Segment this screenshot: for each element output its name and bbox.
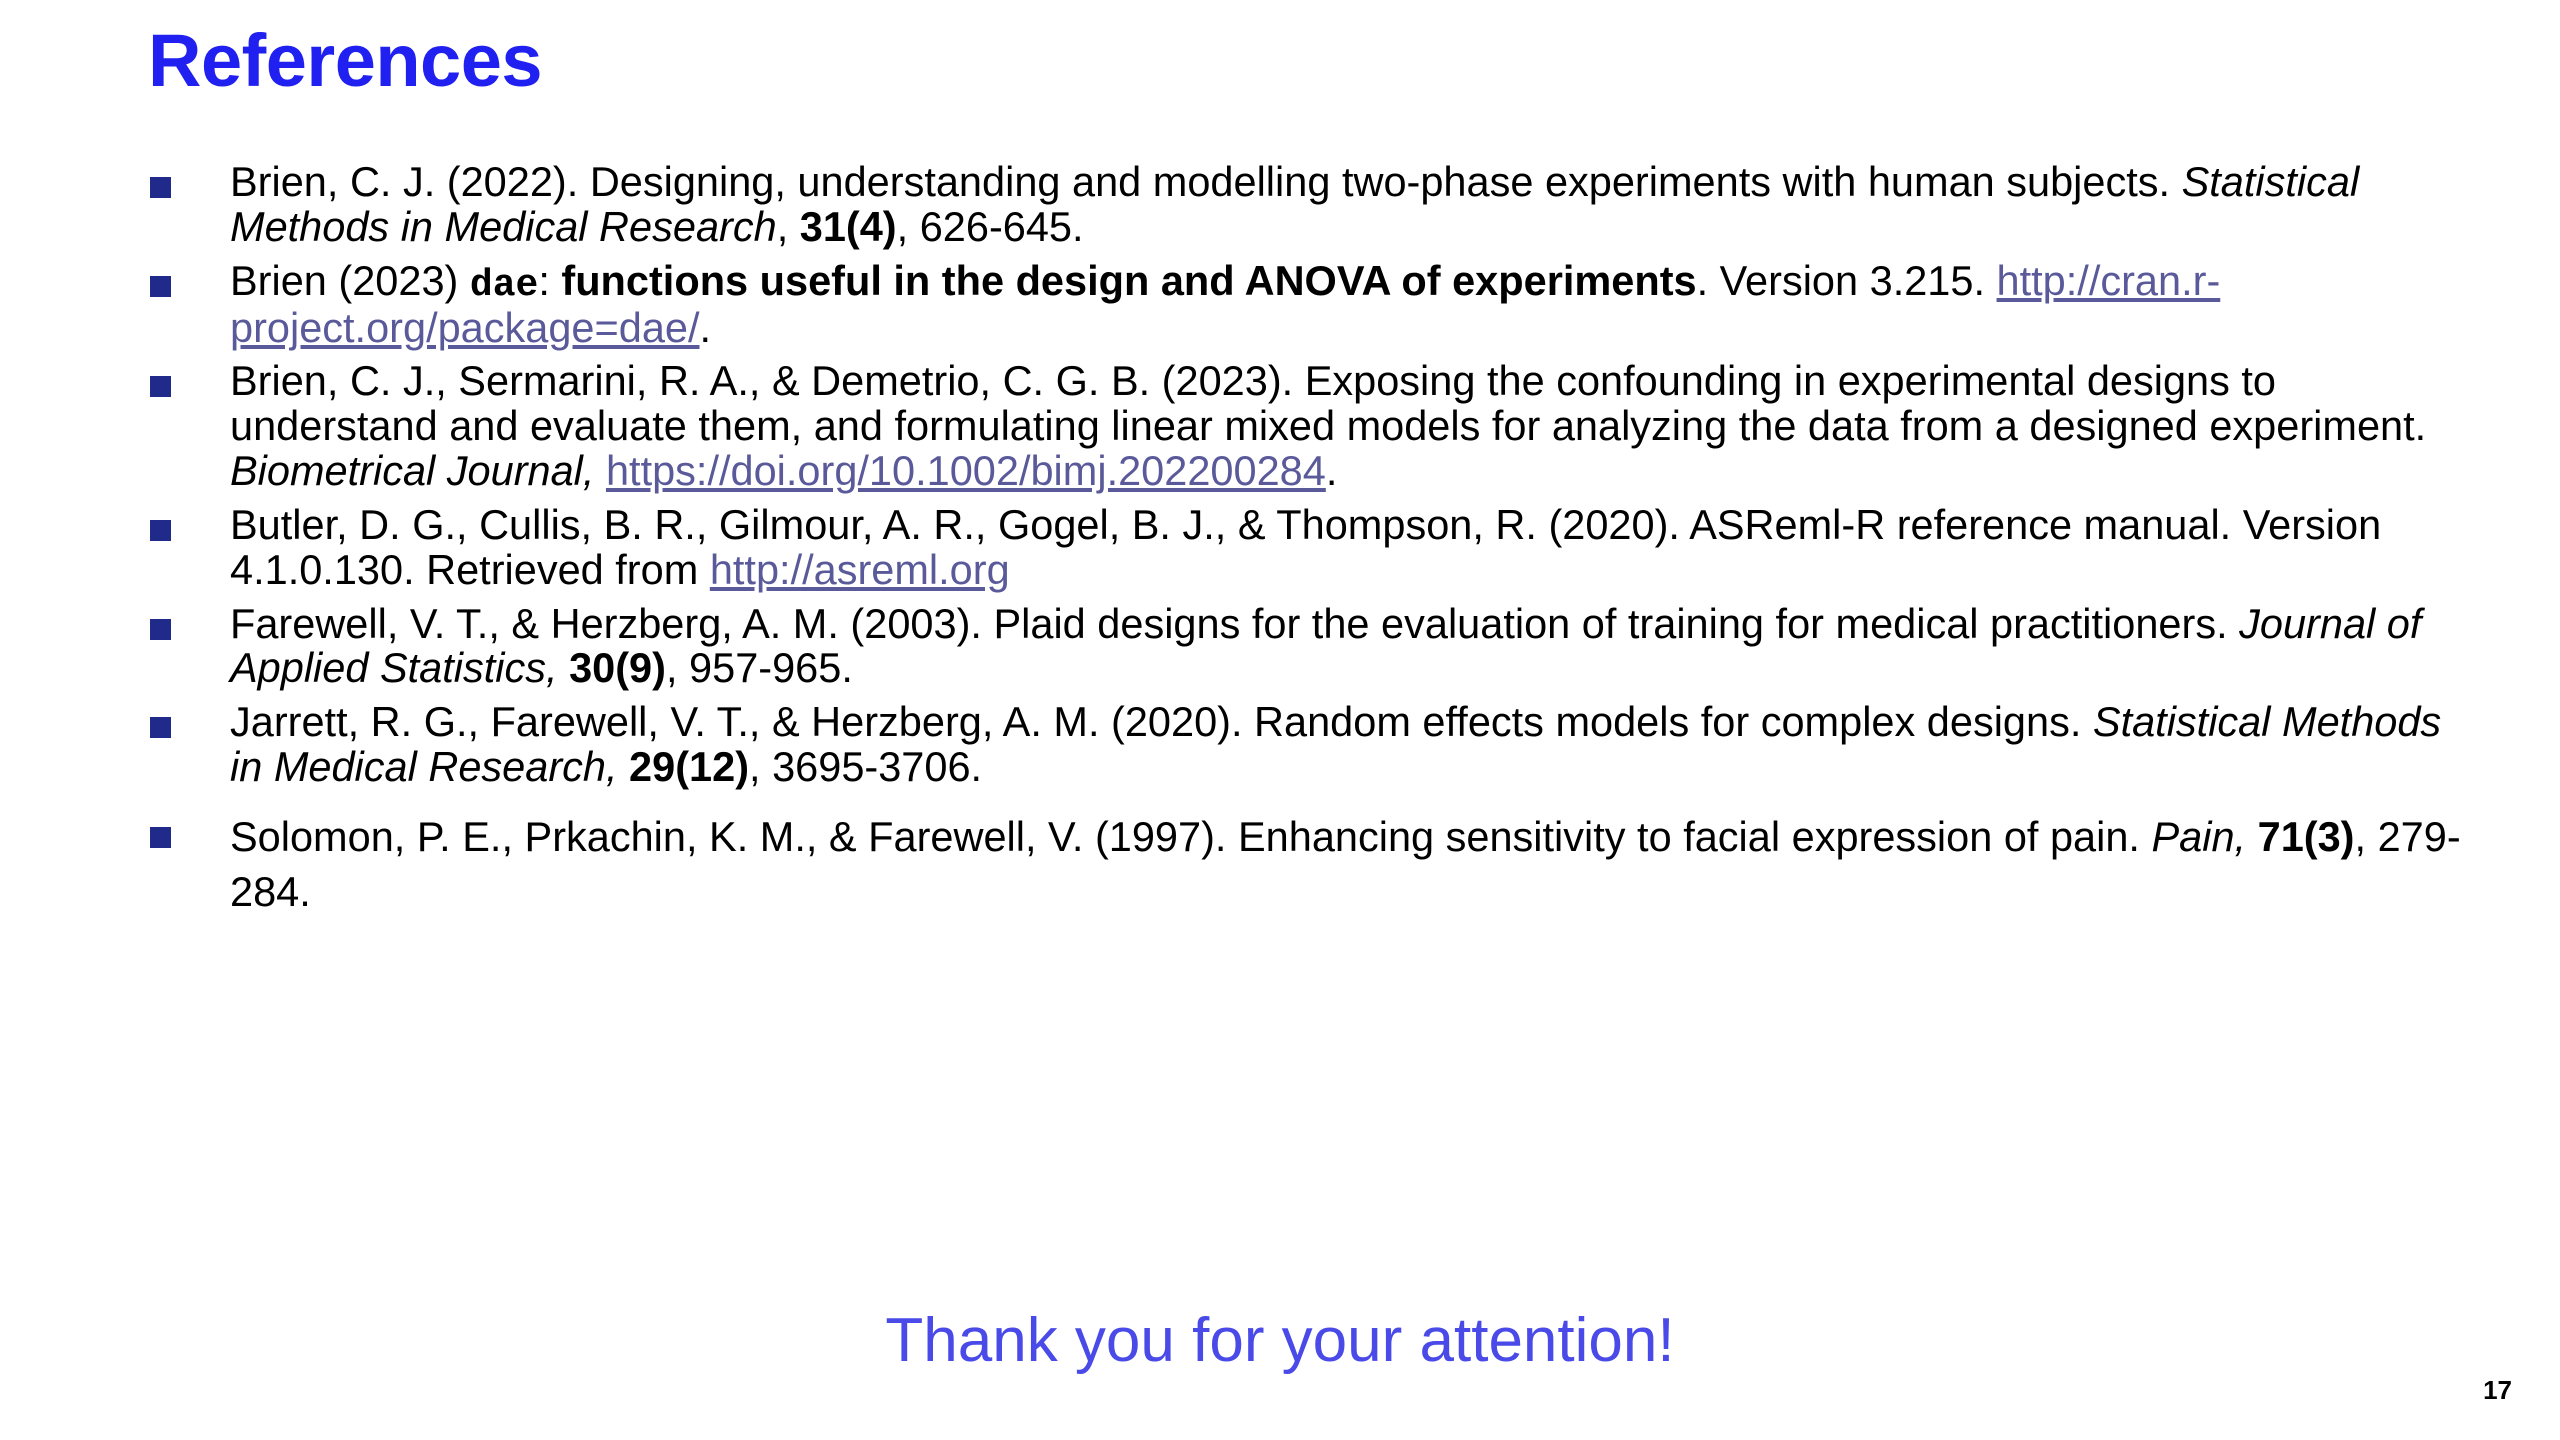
square-bullet-icon (150, 177, 171, 198)
reference-title: Random effects models for complex designs. (1254, 698, 2093, 746)
reference-package-title: functions useful in the design and ANOVA of experiments (561, 256, 1697, 304)
reference-volume: 30(9) (569, 644, 666, 692)
reference-separator (2246, 813, 2258, 860)
reference-pages: , 3695-3706. (749, 742, 983, 790)
closing-message: Thank you for your attention! (885, 1306, 1675, 1375)
page-title: References (148, 19, 543, 102)
reference-title: Exposing the confounding in experimental designs to understand and evaluate them, and formulating linear mixed models for analyzing the data from a designed experiment. (230, 357, 2427, 450)
reference-tail: . (1325, 447, 1338, 495)
list-item (148, 500, 2478, 593)
reference-separator: : (538, 256, 562, 304)
reference-title: Plaid designs for the evaluation of training for medical practitioners. (993, 599, 2240, 647)
list-item (148, 256, 2478, 351)
reference-journal: Statistical Methods in Medical Research (230, 158, 2360, 250)
reference-separator (558, 644, 570, 691)
reference-title: Designing, understanding and modelling two-phase experiments with human subjects. (589, 158, 2182, 205)
square-bullet-icon (150, 376, 171, 397)
list-item (148, 160, 2478, 250)
reference-package-name: dae (469, 263, 539, 307)
reference-volume: 31(4) (799, 202, 897, 250)
reference-tail: . (699, 303, 712, 351)
reference-authors: Farewell, V. T., & Herzberg, A. M. (2003). (230, 599, 994, 647)
reference-separator: , (776, 202, 800, 250)
list-item (148, 700, 2478, 790)
reference-volume: 29(12) (629, 742, 750, 790)
square-bullet-icon (150, 717, 171, 738)
reference-separator (618, 743, 630, 790)
reference-title: Enhancing sensitivity to facial expression of pain. (1237, 812, 2152, 860)
page-number: 17 (2483, 1375, 2512, 1405)
reference-journal: Statistical Methods in Medical Research, (230, 698, 2442, 790)
square-bullet-icon (150, 827, 171, 848)
square-bullet-icon (150, 276, 171, 297)
reference-pages: , 957-965. (665, 644, 853, 692)
reference-link[interactable]: https://doi.org/10.1002/bimj.202200284 (605, 447, 1326, 495)
square-bullet-icon (150, 619, 171, 640)
reference-authors: Jarrett, R. G., Farewell, V. T., & Herzberg, A. M. (2020). (230, 698, 1255, 746)
reference-separator (594, 447, 606, 494)
reference-title: ASReml-R reference manual. Version 4.1.0.130. Retrieved from (230, 500, 2382, 593)
reference-authors: Butler, D. G., Cullis, B. R., Gilmour, A. R., Gogel, B. J., & Thompson, R. (2020). (230, 500, 1690, 548)
reference-link[interactable]: http://asreml.org (709, 545, 1010, 593)
list-item (148, 810, 2478, 920)
reference-link[interactable]: http://cran.r-project.org/package=dae/ (230, 256, 2221, 351)
reference-version: . Version 3.215. (1696, 256, 1997, 304)
reference-list (148, 160, 2478, 928)
reference-pages: , 626-645. (896, 202, 1084, 250)
reference-authors: Brien (2023) (230, 256, 470, 304)
reference-journal: Journal of Applied Statistics, (230, 599, 2422, 692)
reference-authors: Brien, C. J. (2022). (230, 158, 590, 205)
list-item (148, 359, 2478, 493)
reference-authors: Solomon, P. E., Prkachin, K. M., & Farewell, V. (1997). (230, 812, 1238, 860)
reference-volume: 71(3) (2257, 812, 2355, 860)
reference-journal: Pain, (2151, 812, 2247, 860)
square-bullet-icon (150, 520, 171, 541)
reference-journal: Biometrical Journal, (230, 447, 595, 495)
reference-pages: , 279-284. (230, 812, 2461, 915)
list-item (148, 599, 2478, 692)
reference-authors: Brien, C. J., Sermarini, R. A., & Demetrio, C. G. B. (2023). (230, 357, 1305, 405)
